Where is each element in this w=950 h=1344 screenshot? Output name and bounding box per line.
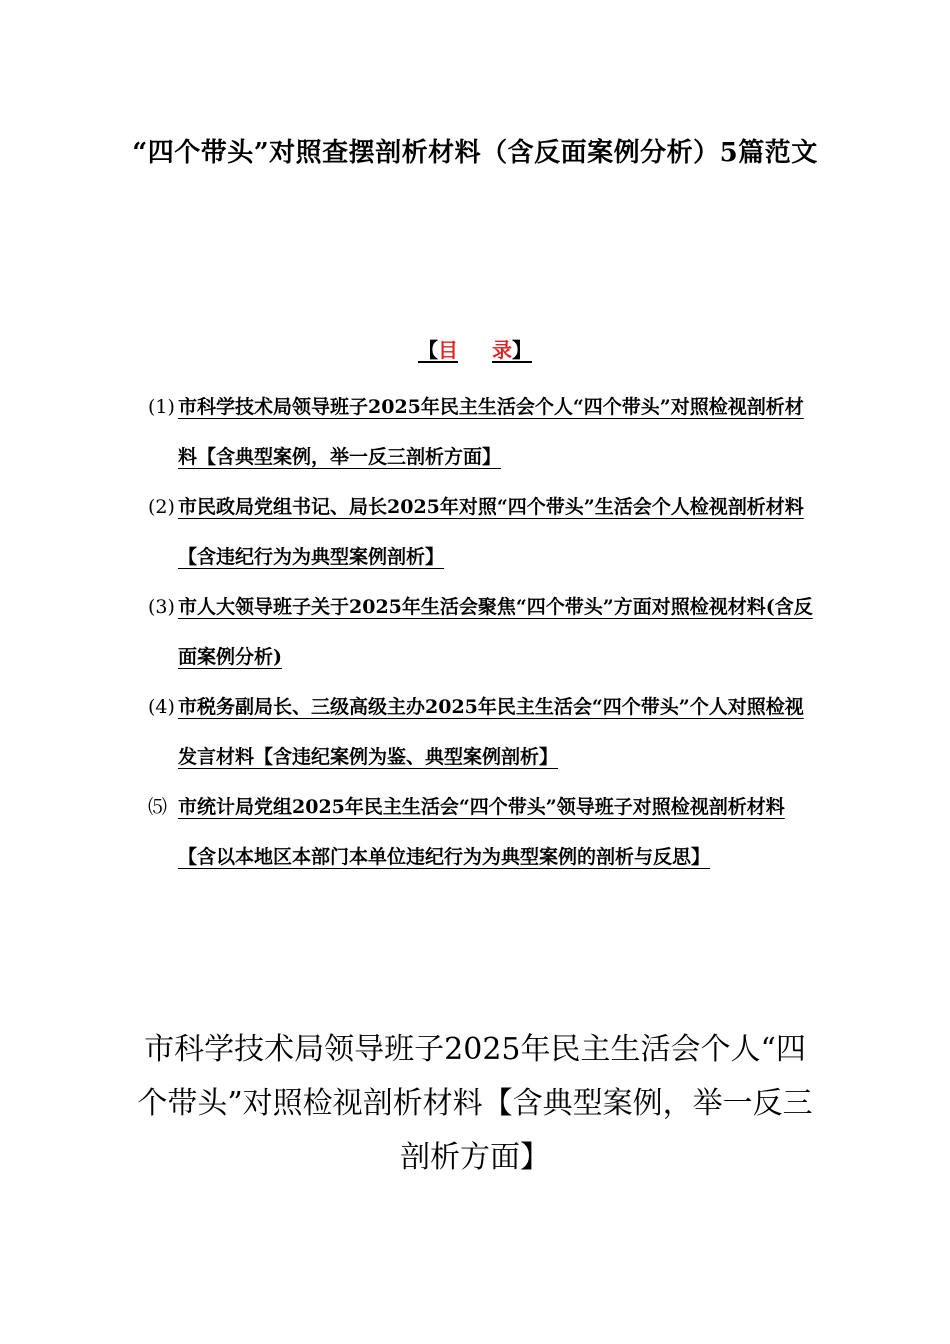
toc-label-first: 目 xyxy=(438,338,458,362)
toc-item-link[interactable]: 市人大领导班子关于2025年生活会聚焦“四个带头”方面对照检视材料(含反面案例分析) xyxy=(178,596,813,668)
toc-item xyxy=(148,682,818,782)
toc-item xyxy=(148,482,818,582)
toc-label-second: 录 xyxy=(492,338,512,362)
toc-item-number: (2) xyxy=(148,496,175,518)
toc-item-link[interactable]: 市科学技术局领导班子2025年民主生活会个人“四个带头”对照检视剖析材料【含典型案例，举一反三剖析方面】 xyxy=(178,396,804,468)
toc-item-link[interactable]: 市统计局党组2025年民主生活会“四个带头”领导班子对照检视剖析材料【含以本地区本部门本单位违纪行为为典型案例的剖析与反思】 xyxy=(178,796,785,868)
toc-item xyxy=(148,382,818,482)
toc-item xyxy=(148,782,818,882)
toc-item-link[interactable]: 市民政局党组书记、局长2025年对照“四个带头”生活会个人检视剖析材料【含违纪行为为典型案例剖析】 xyxy=(178,496,804,568)
toc-item-number: (1) xyxy=(148,396,175,418)
toc-heading xyxy=(0,336,950,364)
toc-item-link[interactable]: 市税务副局长、三级高级主办2025年民主生活会“四个带头”个人对照检视发言材料【含违纪案例为鉴、典型案例剖析】 xyxy=(178,696,804,768)
toc-heading-text xyxy=(418,338,532,362)
toc-open-bracket: 【 xyxy=(418,338,438,362)
toc-list xyxy=(148,382,818,882)
toc-item-number: ⑸ xyxy=(148,796,168,818)
section-title: 市科学技术局领导班子2025年民主生活会个人“四个带头”对照检视剖析材料【含典型案例，举一反三剖析方面】 xyxy=(137,1032,813,1175)
document-title: “四个带头”对照查摆剖析材料（含反面案例分析）5篇范文 xyxy=(132,138,818,168)
toc-item-number: (3) xyxy=(148,596,175,618)
toc-item xyxy=(148,582,818,682)
toc-item-number: (4) xyxy=(148,696,175,718)
toc-close-bracket: 】 xyxy=(512,338,532,362)
